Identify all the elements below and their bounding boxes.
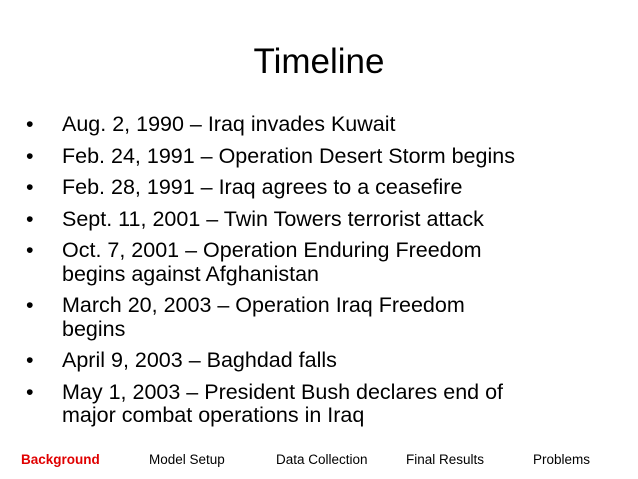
list-item [26, 349, 626, 373]
bullet-icon: • [26, 206, 34, 231]
list-item-text: May 1, 2003 – President Bush declares end of [62, 379, 504, 404]
timeline-list [26, 113, 626, 436]
list-item-text-continued: begins [62, 316, 126, 341]
list-item [26, 381, 626, 428]
list-item [26, 176, 626, 200]
bullet-icon: • [26, 379, 34, 404]
list-item [26, 145, 626, 169]
slide-title: Timeline [253, 42, 385, 81]
list-item-text: Aug. 2, 1990 – Iraq invades Kuwait [62, 112, 396, 136]
bullet-icon: • [26, 112, 34, 136]
nav-link-data-collection[interactable]: Data Collection [276, 452, 368, 467]
bullet-icon: • [26, 143, 34, 168]
list-item-text: March 20, 2003 – Operation Iraq Freedom [62, 293, 465, 317]
list-item [26, 208, 626, 232]
list-item-text-continued: begins against Afghanistan [62, 261, 320, 286]
bullet-icon: • [26, 238, 34, 262]
list-item [26, 239, 626, 286]
nav-link-background[interactable]: Background [21, 452, 100, 467]
bullet-icon: • [26, 293, 34, 317]
section-nav [0, 451, 638, 471]
nav-link-final-results[interactable]: Final Results [406, 452, 485, 467]
list-item-text: April 9, 2003 – Baghdad falls [62, 348, 337, 372]
list-item-text: Sept. 11, 2001 – Twin Towers terrorist attack [62, 206, 484, 231]
nav-link-model-setup[interactable]: Model Setup [149, 452, 225, 467]
list-item-text-continued: major combat operations in Iraq [62, 403, 365, 427]
list-item [26, 113, 626, 137]
list-item-text: Feb. 24, 1991 – Operation Desert Storm begins [62, 143, 515, 168]
list-item-text: Oct. 7, 2001 – Operation Enduring Freedom [62, 238, 482, 262]
bullet-icon: • [26, 348, 34, 372]
bullet-icon: • [26, 175, 34, 199]
list-item [26, 294, 626, 341]
list-item-text: Feb. 28, 1991 – Iraq agrees to a ceasefire [62, 175, 463, 199]
nav-link-problems[interactable]: Problems [533, 452, 591, 467]
